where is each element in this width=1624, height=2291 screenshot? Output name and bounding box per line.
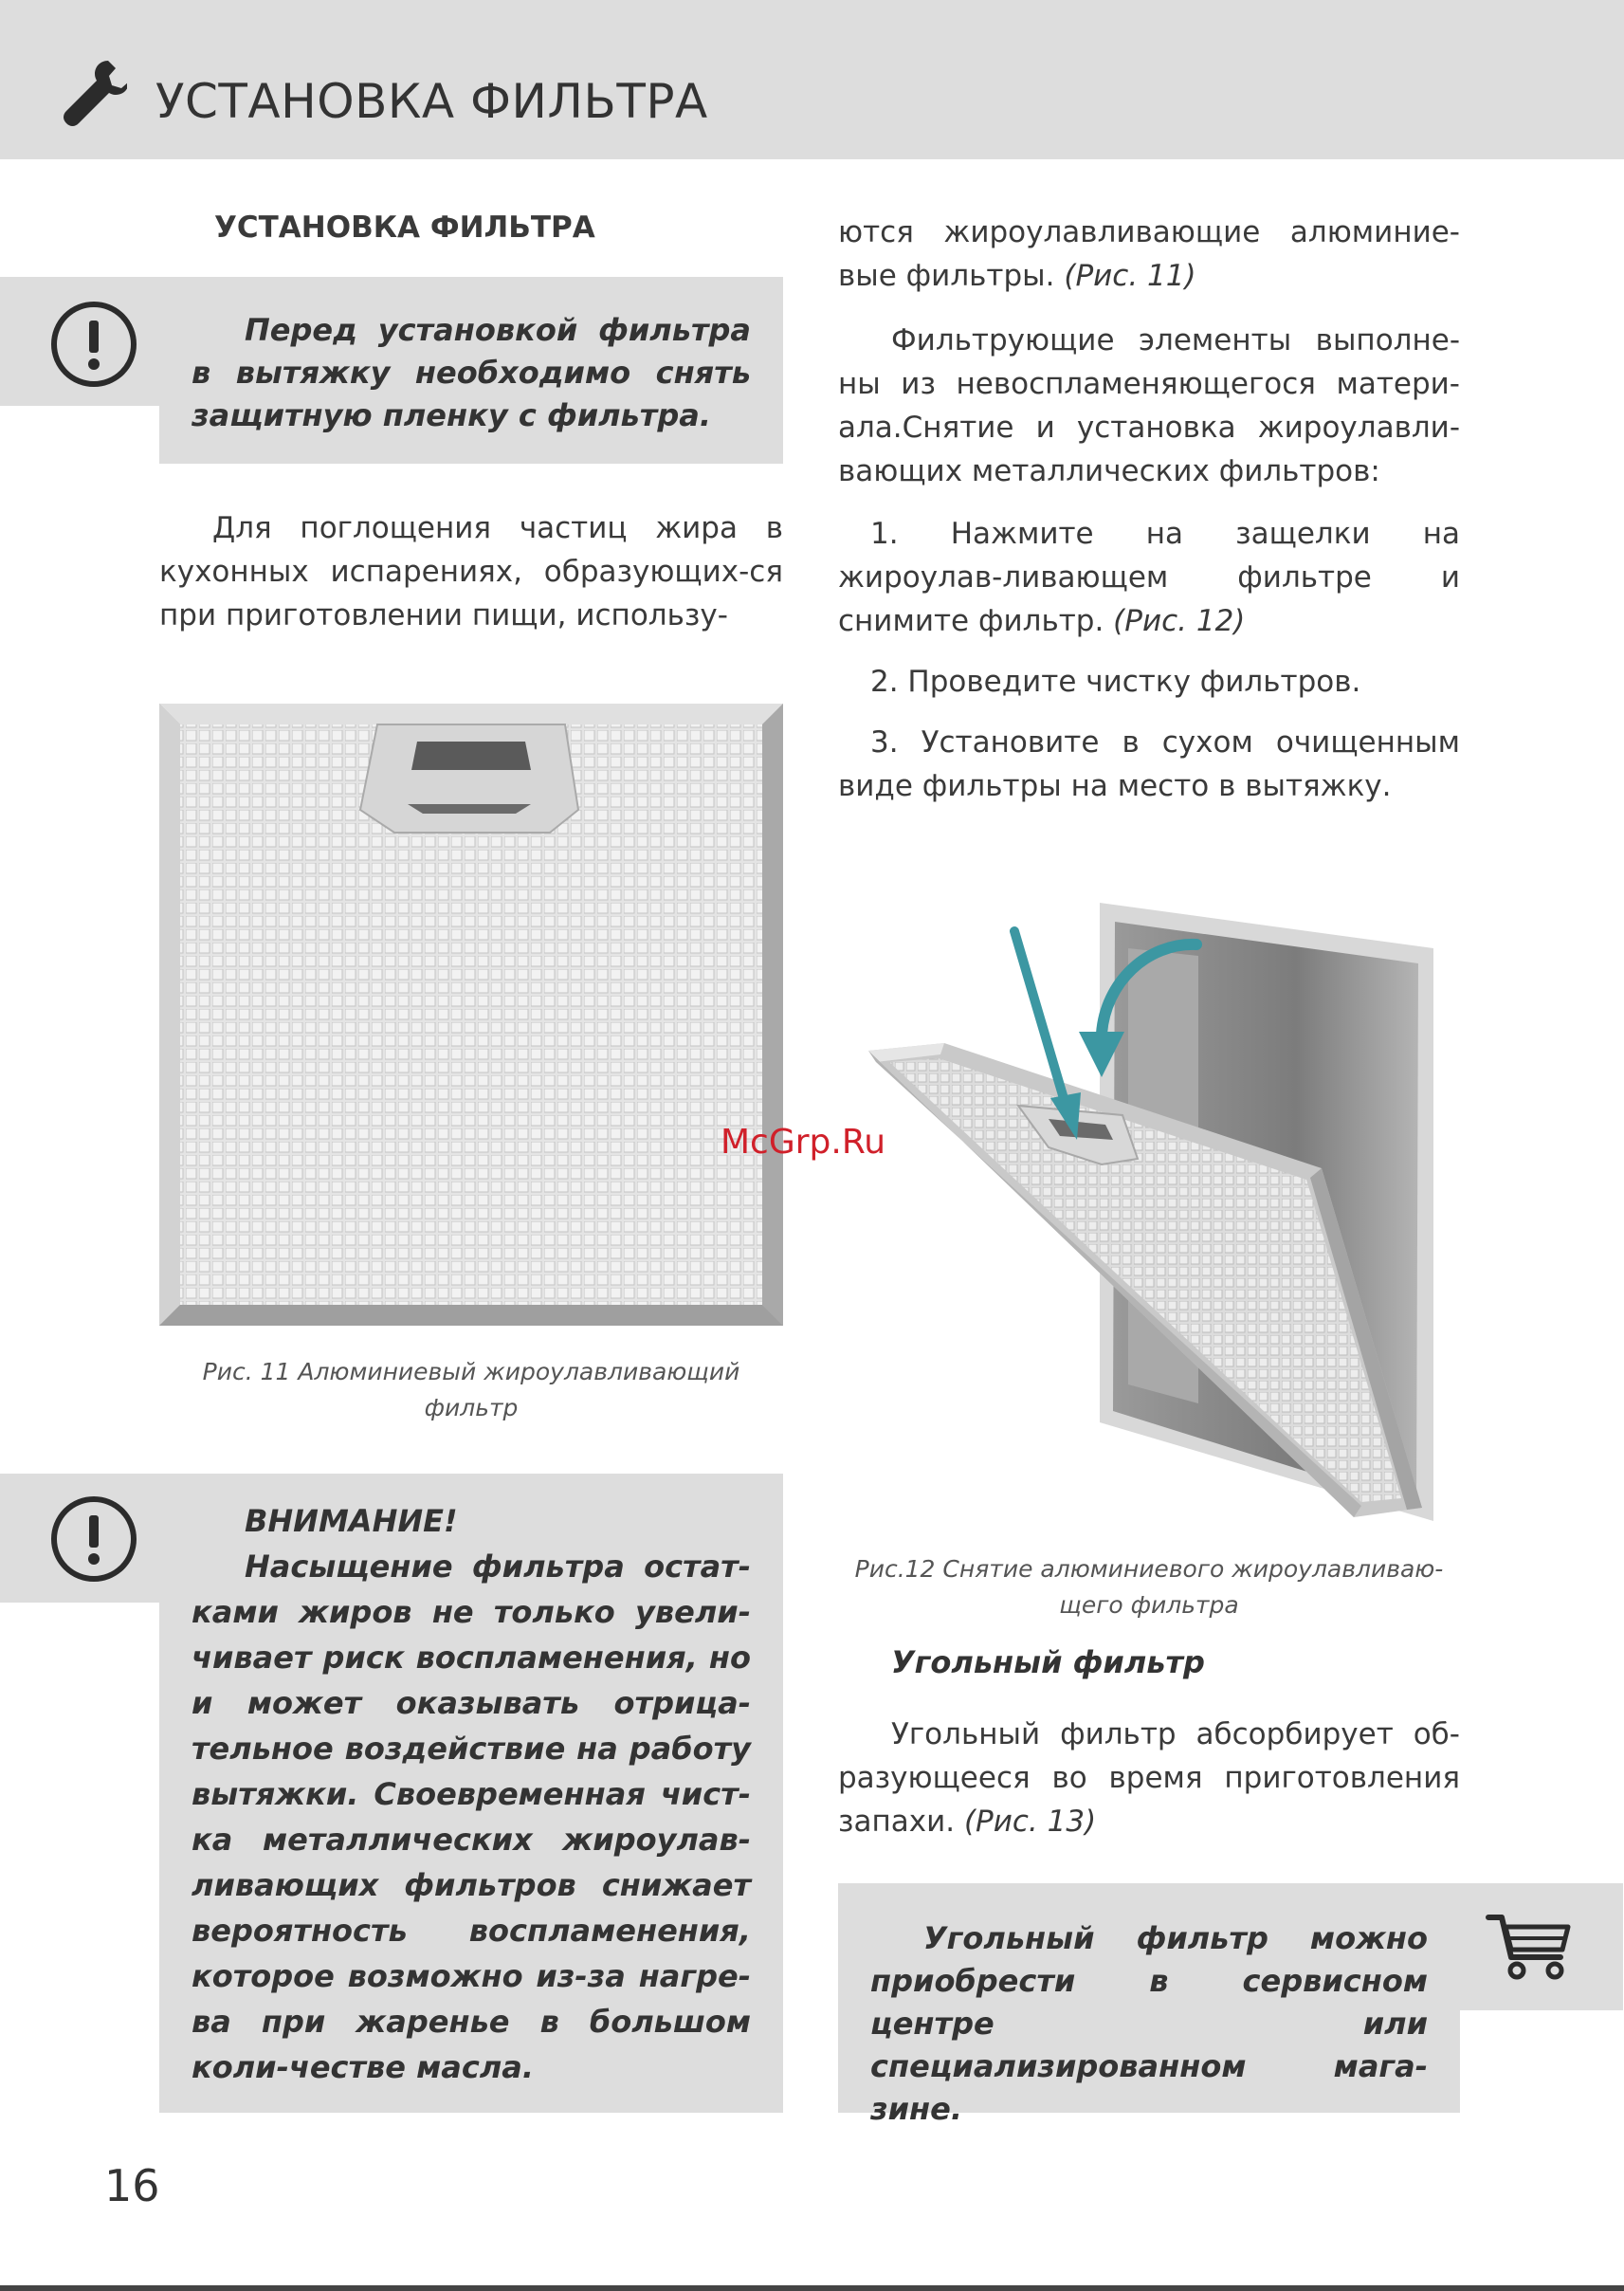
- right-column-text: [838, 211, 1460, 808]
- shopping-cart-icon: [1485, 1912, 1572, 1982]
- filter-elements-paragraph: Фильтрующие элементы выполне-ны из невоспламеняющегося матери-ала.Снятие и установка жироулавли-вающих металлических фильтров:: [838, 323, 1460, 488]
- note-text: Перед установкой фильтра в вытяжку необходимо снять защитную пленку с фильтра.: [192, 312, 751, 433]
- purchase-note-box: [838, 1883, 1460, 2127]
- intro-paragraph: Для поглощения частиц жира в кухонных испарениях, образующих-ся при приготовлении пищи, использу-: [159, 511, 783, 632]
- carbon-filter-text: Угольный фильтр абсорбирует об-разующееся во время приготовления запахи.: [838, 1717, 1460, 1839]
- figure-11-caption: [159, 1354, 783, 1426]
- step-1: 1. Нажмите на защелки на жироулав-ливающем фильтре и снимите фильтр.: [838, 517, 1460, 638]
- figure-12-caption: [838, 1551, 1460, 1623]
- bottom-rule: [0, 2285, 1624, 2291]
- caption-line: Рис.12 Снятие алюминиевого жироулавливаю-: [854, 1555, 1444, 1583]
- warning-box: [159, 1474, 783, 2113]
- purchase-note-text: Угольный фильтр можно приобрести в сервисном центре или специализированном мага-зине.: [870, 1920, 1428, 2127]
- caption-line: щего фильтра: [1059, 1591, 1239, 1619]
- step-3: 3. Установите в сухом очищенным виде фильтры на место в вытяжку.: [838, 725, 1460, 803]
- carbon-filter-heading: Угольный фильтр: [891, 1644, 1205, 1680]
- note-box: [159, 277, 783, 464]
- filter-removal-image: [838, 891, 1460, 1536]
- caption-line: Рис. 11 Алюминиевый жироулавливающий: [202, 1358, 740, 1385]
- wrench-icon: [59, 57, 127, 133]
- warning-title: ВНИМАНИЕ!: [245, 1503, 458, 1539]
- section-heading: УСТАНОВКА ФИЛЬТРА: [214, 211, 595, 245]
- caption-line: фильтр: [424, 1394, 519, 1421]
- exclamation-circle-icon: [49, 300, 138, 389]
- step-2: 2. Проведите чистку фильтров.: [870, 665, 1361, 699]
- page-title: УСТАНОВКА ФИЛЬТРА: [155, 74, 708, 129]
- exclamation-circle-icon: [49, 1494, 138, 1584]
- figure-ref: (Рис. 13): [963, 1805, 1097, 1839]
- figure-ref: (Рис. 12): [1113, 604, 1246, 638]
- watermark: McGrp.Ru: [721, 1123, 886, 1162]
- aluminium-filter-image: [159, 704, 783, 1326]
- warning-text: Насыщение фильтра остат-ками жиров не только увели-чивает риск воспламенения, но и может оказывать отрица-тельное воздействие на работу вытяжки. Своевременная чист-ка металлических жироулав-ливающих фильтров снижает вероятность воспламенения, которое возможно из-за нагре-ва при жаренье в большом коли-честве масла.: [192, 1549, 751, 2085]
- figure-ref: (Рис. 11): [1064, 259, 1196, 293]
- warning-content: [192, 1498, 751, 2090]
- page-number: 16: [104, 2160, 160, 2211]
- carbon-filter-paragraph: [838, 1713, 1460, 1843]
- continuation-text: ются жироулавливающие алюминие-вые фильтры.: [838, 215, 1460, 293]
